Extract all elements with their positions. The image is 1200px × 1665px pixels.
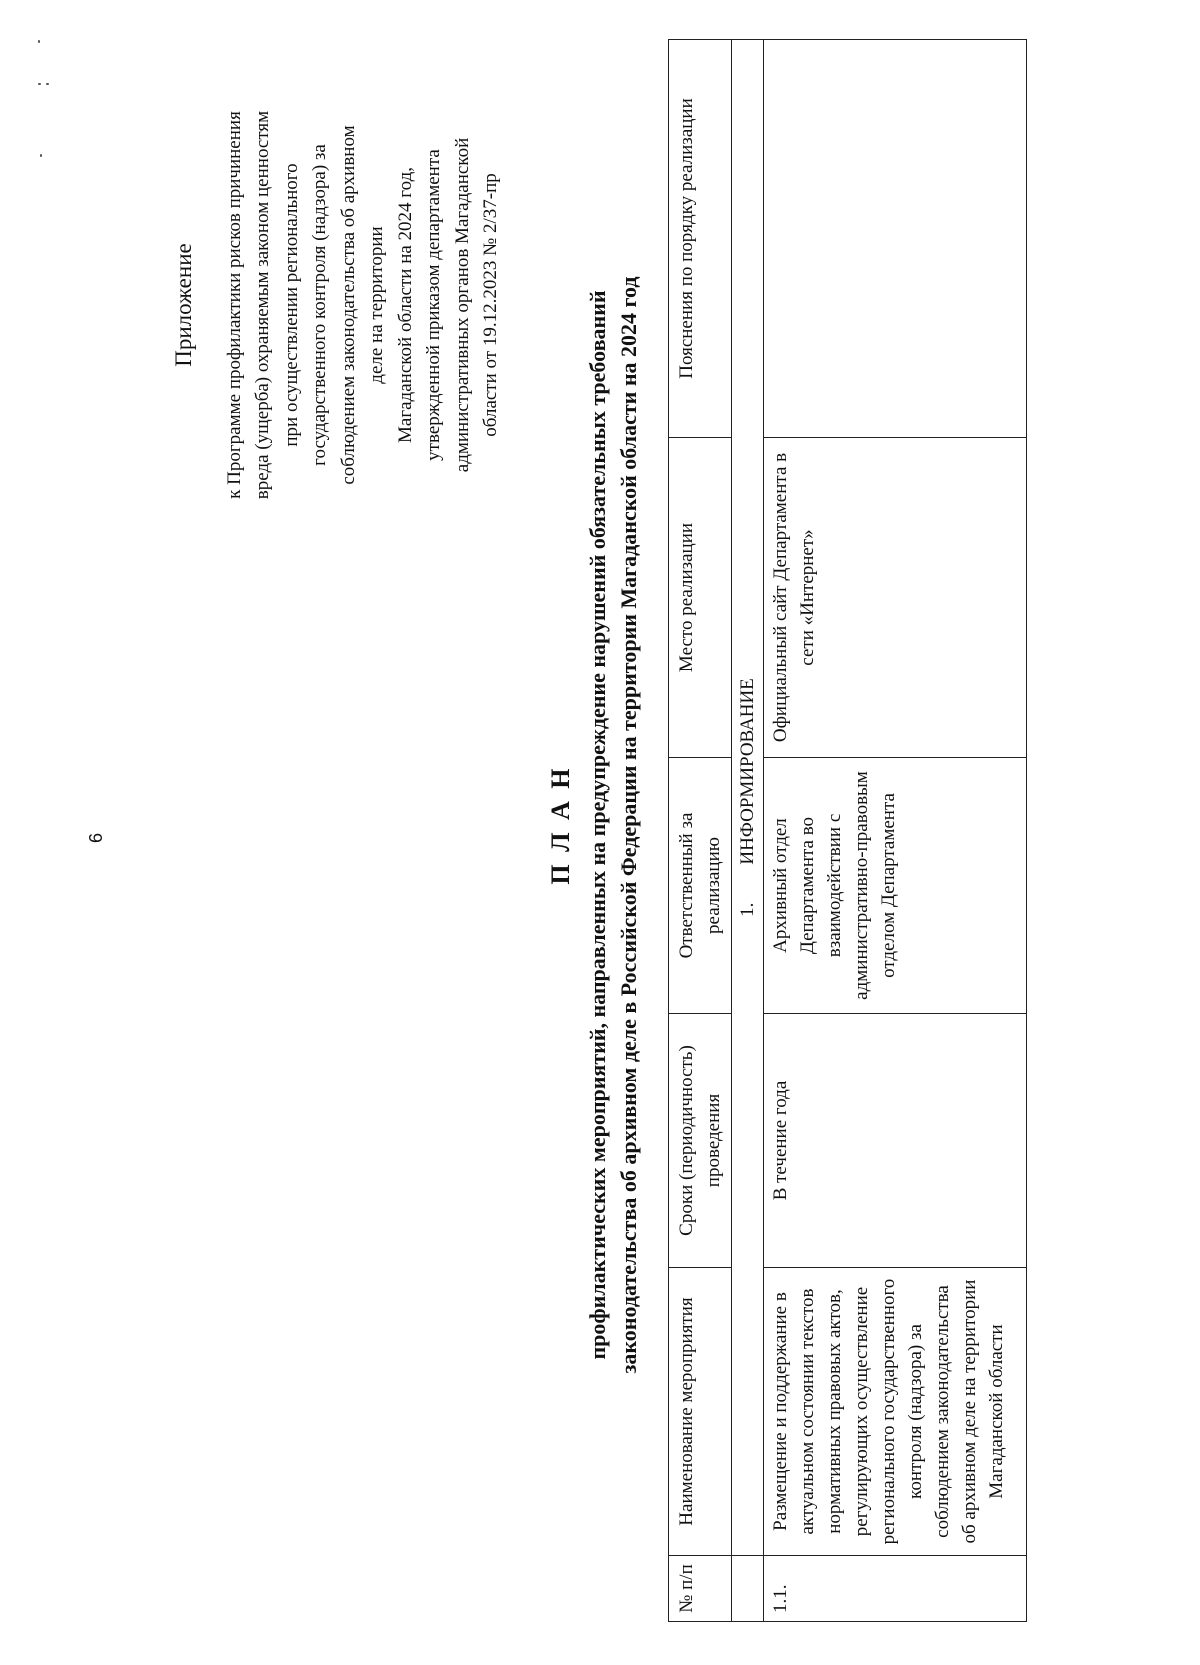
row-notes xyxy=(764,40,1027,438)
header-cell-responsible: Ответственный за реализацию xyxy=(669,758,732,1014)
table-row xyxy=(764,40,1027,1622)
row-name: Размещение и поддержание в актуальном состоянии текстов нормативных правовых актов, регулирующих осуществление регионального государственного контроля (надзора) за соблюдением законодательства об архивном деле на территории Магаданской области xyxy=(764,1268,1027,1556)
appendix-line: области от 19.12.2023 № 2/37-пр xyxy=(480,173,501,437)
appendix-line: административных органов Магаданской xyxy=(451,137,473,473)
page-number: 6 xyxy=(86,832,106,843)
row-period: В течение года xyxy=(764,1014,1027,1268)
scan-speck xyxy=(46,83,49,85)
plan-title: П Л А Н xyxy=(546,765,575,885)
plan-table xyxy=(668,39,1027,1622)
section-row xyxy=(732,40,764,1622)
appendix-line: к Программе профилактики рисков причинения xyxy=(223,111,245,499)
scan-speck xyxy=(38,83,41,85)
plan-subtitle-line: профилактических мероприятий, направленных на предупреждение нарушений обязательных требований xyxy=(585,290,610,1360)
appendix-line: Магаданской области на 2024 год, xyxy=(394,167,416,443)
header-cell-name: Наименование мероприятия xyxy=(669,1268,732,1556)
header-cell-place: Место реализации xyxy=(669,438,732,758)
row-responsible: Архивный отдел Департамента во взаимодействии с административно-правовым отделом Департамента xyxy=(764,758,1027,1014)
row-number: 1.1. xyxy=(764,1556,1027,1622)
appendix-line: соблюдением законодательства об архивном xyxy=(337,125,359,485)
appendix-block xyxy=(170,85,506,525)
header-cell-number: № п/п xyxy=(669,1556,732,1622)
table-header-row xyxy=(669,40,732,1622)
section-number: 1. xyxy=(737,902,758,917)
appendix-title: Приложение xyxy=(171,243,196,367)
section-empty-cell xyxy=(732,1556,764,1622)
scan-speck xyxy=(40,154,42,157)
appendix-line: вреда (ущерба) охраняемым законом ценностям xyxy=(252,110,273,500)
section-title: ИНФОРМИРОВАНИЕ xyxy=(737,678,758,865)
section-title-cell xyxy=(732,40,764,1556)
appendix-line: деле на территории xyxy=(366,226,387,384)
header-cell-notes: Пояснения по порядку реализации xyxy=(669,40,732,438)
header-cell-period: Сроки (периодичность) проведения xyxy=(669,1014,732,1268)
scan-speck xyxy=(38,40,40,43)
plan-subtitle-line: законодательства об архивном деле в Российской Федерации на территории Магаданской области на 2024 год xyxy=(616,276,641,1374)
appendix-line: государственного контроля (надзора) за xyxy=(309,144,330,466)
plan-heading xyxy=(545,15,644,1635)
row-place: Официальный сайт Департамента в сети «Интернет» xyxy=(764,438,1027,758)
appendix-line: при осуществлении регионального xyxy=(280,163,302,447)
appendix-line: утвержденной приказом департамента xyxy=(423,149,444,461)
